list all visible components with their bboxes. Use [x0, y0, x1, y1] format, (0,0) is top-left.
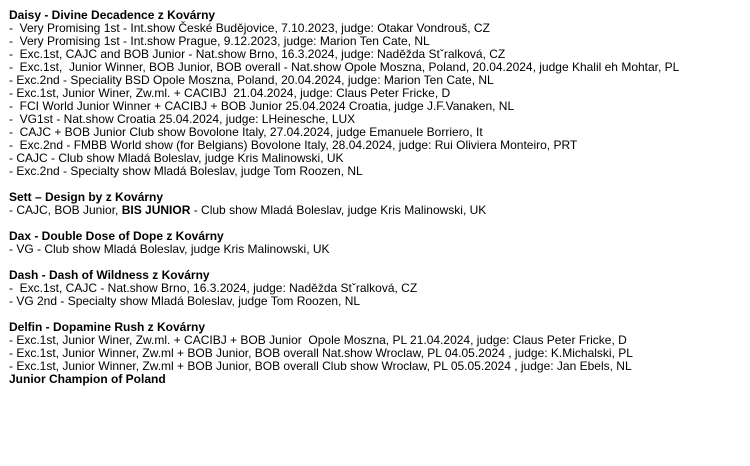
result-line: - Exc.1st, Junior Winner, Zw.ml + BOB Junior, BOB overall Club show Wroclaw, PL 05.05.2024 , judge: Jan Ebels, NL — [9, 359, 632, 373]
bis-junior-highlight: BIS JUNIOR — [121, 203, 191, 217]
result-line: - Very Promising 1st - Int.show Prague, 9.12.2023, judge: Marion Ten Cate, NL — [9, 34, 430, 48]
dog-title-sett: Sett – Design by z Kovárny — [9, 190, 164, 204]
result-line: - VG1st - Nat.show Croatia 25.04.2024, judge: LHeinesche, LUX — [9, 112, 356, 126]
result-line: - Exc.1st, Junior Winner, BOB Junior, BOB overall - Nat.show Opole Moszna, Poland, 20.04.2024, judge Khalil eh Mohtar, PL — [9, 60, 680, 74]
result-line: - VG 2nd - Specialty show Mladá Boleslav, judge Tom Roozen, NL — [9, 294, 361, 308]
result-line: - Exc.1st, CAJC and BOB Junior - Nat.show Brno, 16.3.2024, judge: Naděžda Stˇralková, CZ — [9, 47, 506, 61]
result-line: - Exc.1st, Junior Winner, Zw.ml + BOB Junior, BOB overall Nat.show Wroclaw, PL 04.05.2024 , judge: K.Michalski, PL — [9, 346, 633, 360]
result-line: - Exc.2nd - FMBB World show (for Belgians) Bovolone Italy, 28.04.2024, judge: Rui Oliviera Monteiro, PRT — [9, 138, 578, 152]
result-line — [9, 204, 747, 217]
result-line: - Exc.1st, Junior Winer, Zw.ml. + CACIBJ + BOB Junior Opole Moszna, PL 21.04.2024, judge: Claus Peter Fricke, D — [9, 333, 627, 347]
result-line: - Exc.1st, Junior Winer, Zw.ml. + CACIBJ 21.04.2024, judge: Claus Peter Fricke, D — [9, 86, 451, 100]
show-results-document — [9, 9, 747, 386]
dog-title-daisy: Daisy - Divine Decadence z Kovárny — [9, 8, 216, 22]
dog-title-dax: Dax - Double Dose of Dope z Kovárny — [9, 229, 224, 243]
result-line: - FCI World Junior Winner + CACIBJ + BOB Junior 25.04.2024 Croatia, judge J.F.Vanaken, NL — [9, 99, 515, 113]
dog-title-dash: Dash - Dash of Wildness z Kovárny — [9, 268, 210, 282]
result-line: - CAJC + BOB Junior Club show Bovolone Italy, 27.04.2024, judge Emanuele Borriero, It — [9, 125, 483, 139]
junior-champion-title: Junior Champion of Poland — [9, 372, 166, 386]
result-line: - Exc.2nd - Speciality BSD Opole Moszna, Poland, 20.04.2024, judge: Marion Ten Cate, NL — [9, 73, 494, 87]
result-text-post: - Club show Mladá Boleslav, judge Kris Malinowski, UK — [190, 203, 487, 217]
result-line: - Exc.2nd - Specialty show Mladá Boleslav, judge Tom Roozen, NL — [9, 164, 363, 178]
result-line: - Very Promising 1st - Int.show České Budějovice, 7.10.2023, judge: Otakar Vondrouš, CZ — [9, 21, 490, 35]
result-line: - CAJC - Club show Mladá Boleslav, judge Kris Malinowski, UK — [9, 151, 344, 165]
result-line: - VG - Club show Mladá Boleslav, judge Kris Malinowski, UK — [9, 242, 330, 256]
dog-title-delfin: Delfin - Dopamine Rush z Kovárny — [9, 320, 206, 334]
result-text-pre: - CAJC, BOB Junior, — [9, 203, 122, 217]
result-line: - Exc.1st, CAJC - Nat.show Brno, 16.3.2024, judge: Naděžda Stˇralková, CZ — [9, 281, 418, 295]
